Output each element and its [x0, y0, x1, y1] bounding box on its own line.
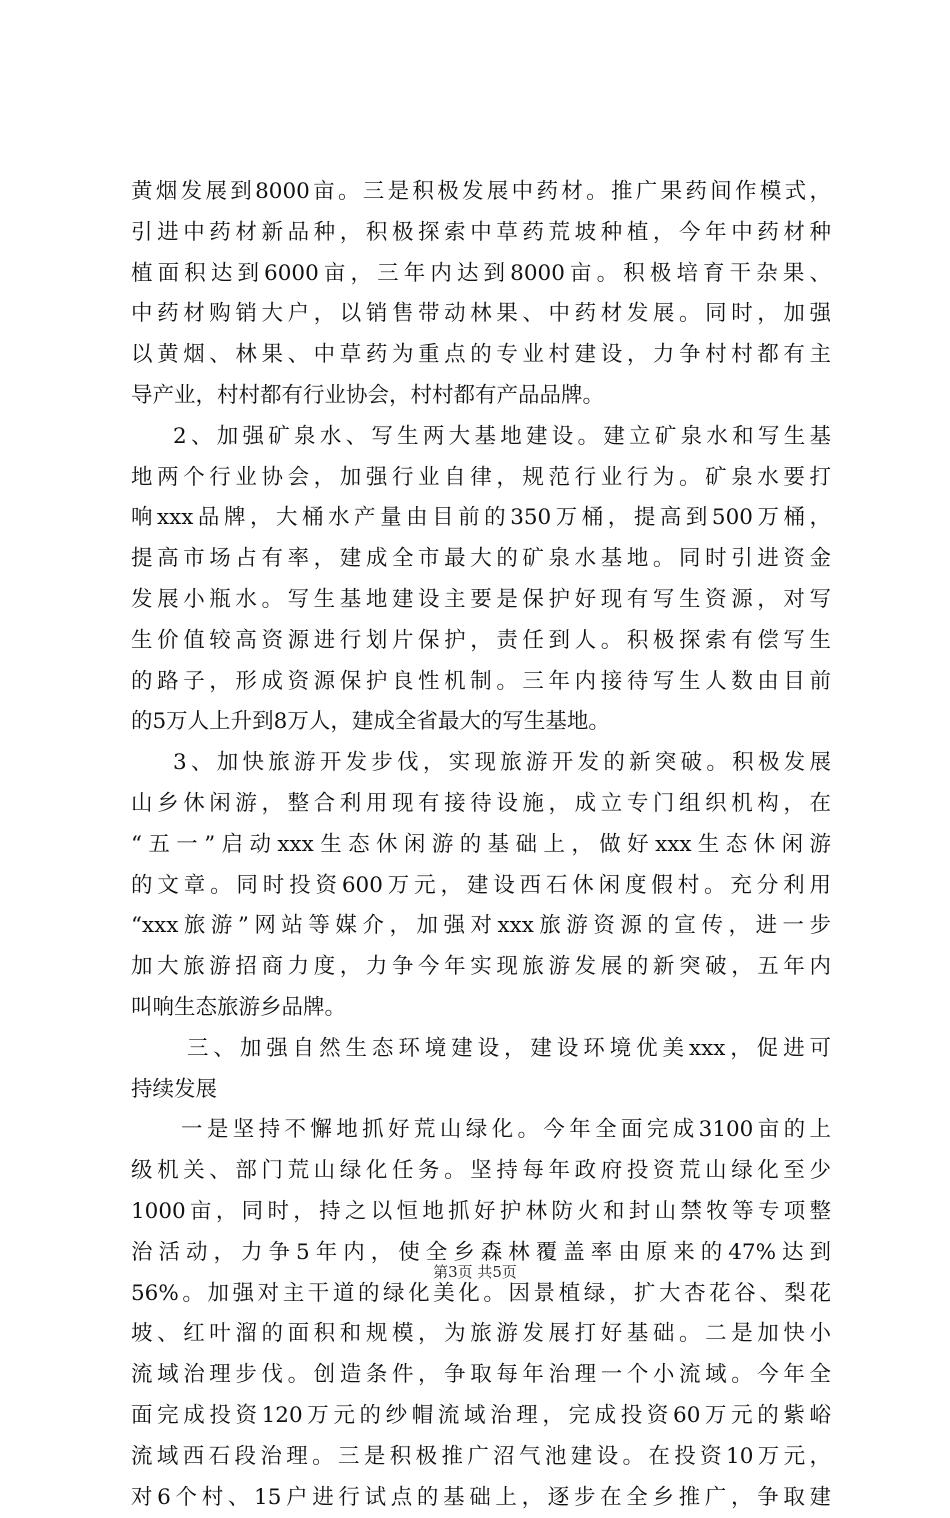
- text-line: 面完成投资120万元的纱帽流域治理，完成投资60万元的紫峪: [131, 1396, 831, 1437]
- text-line: 响xxx品牌，大桶水产量由目前的350万桶，提高到500万桶，: [131, 498, 831, 539]
- text-line: 的5万人上升到8万人，建成全省最大的写生基地。: [131, 702, 831, 743]
- text-line: 坡、红叶溜的面积和规模，为旅游发展打好基础。二是加快小: [131, 1314, 831, 1355]
- text-line: 3、加快旅游开发步伐，实现旅游开发的新突破。积极发展: [131, 743, 831, 784]
- text-line: 治活动，力争5年内，使全乡森林覆盖率由原来的47%达到: [131, 1233, 831, 1274]
- text-line: 山乡休闲游，整合利用现有接待设施，成立专门组织机构，在: [131, 784, 831, 825]
- text-line: “五一”启动xxx生态休闲游的基础上，做好xxx生态休闲游: [131, 825, 831, 866]
- text-line: 56%。加强对主干道的绿化美化。因景植绿，扩大杏花谷、梨花: [131, 1274, 831, 1315]
- text-line: 以黄烟、林果、中草药为重点的专业村建设，力争村村都有主: [131, 335, 831, 376]
- text-line: 持续发展: [131, 1070, 831, 1111]
- text-line: 提高市场占有率，建成全市最大的矿泉水基地。同时引进资金: [131, 539, 831, 580]
- text-line: 地两个行业协会，加强行业自律，规范行业行为。矿泉水要打: [131, 458, 831, 499]
- text-line: 三、加强自然生态环境建设，建设环境优美xxx，促进可: [131, 1029, 831, 1070]
- text-line: 叫响生态旅游乡品牌。: [131, 988, 831, 1029]
- text-line: 流域治理步伐。创造条件，争取每年治理一个小流域。今年全: [131, 1355, 831, 1396]
- text-line: 的文章。同时投资600万元，建设西石休闲度假村。充分利用: [131, 866, 831, 907]
- text-line: 2、加强矿泉水、写生两大基地建设。建立矿泉水和写生基: [131, 417, 831, 458]
- text-line: 发展小瓶水。写生基地建设主要是保护好现有写生资源，对写: [131, 580, 831, 621]
- text-line: 1000亩，同时，持之以恒地抓好护林防火和封山禁牧等专项整: [131, 1192, 831, 1233]
- text-line: 的路子，形成资源保护良性机制。三年内接待写生人数由目前: [131, 662, 831, 703]
- text-line: 级机关、部门荒山绿化任务。坚持每年政府投资荒山绿化至少: [131, 1151, 831, 1192]
- text-line: 黄烟发展到8000亩。三是积极发展中药材。推广果药间作模式，: [131, 172, 831, 213]
- text-line: “xxx旅游”网站等媒介，加强对xxx旅游资源的宣传，进一步: [131, 906, 831, 947]
- document-body: [131, 172, 831, 1518]
- text-line: 植面积达到6000亩，三年内达到8000亩。积极培育干杂果、: [131, 254, 831, 295]
- text-line: 加大旅游招商力度，力争今年实现旅游发展的新突破，五年内: [131, 947, 831, 988]
- text-line: 流域西石段治理。三是积极推广沼气池建设。在投资10万元，: [131, 1437, 831, 1478]
- text-line: 中药材购销大户，以销售带动林果、中药材发展。同时，加强: [131, 294, 831, 335]
- text-line: 一是坚持不懈地抓好荒山绿化。今年全面完成3100亩的上: [131, 1110, 831, 1151]
- text-line: 引进中药材新品种，积极探索中草药荒坡种植，今年中药材种: [131, 213, 831, 254]
- text-line: 生价值较高资源进行划片保护，责任到人。积极探索有偿写生: [131, 621, 831, 662]
- text-line: 导产业，村村都有行业协会，村村都有产品品牌。: [131, 376, 831, 417]
- text-line: 对6个村、15户进行试点的基础上，逐步在全乡推广，争取建: [131, 1478, 831, 1518]
- page-footer: 第3页 共5页: [0, 1262, 950, 1282]
